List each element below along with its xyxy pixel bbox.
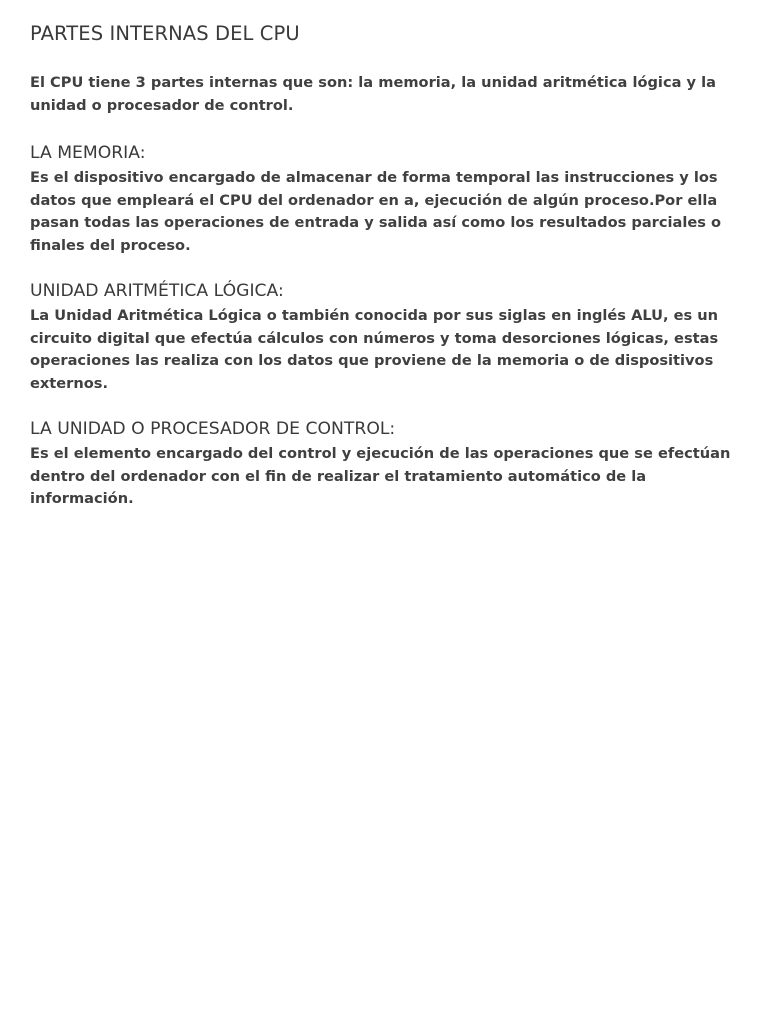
section-body-control: Es el elemento encargado del control y ejecución de las operaciones que se efectúan dentro del ordenador con el fin de realizar el tratamiento automático de la información. [30,445,731,507]
section-body-memoria: Es el dispositivo encargado de almacenar de forma temporal las instrucciones y los datos que empleará el CPU del ordenador en a, ejecución de algún proceso.Por ella pasan todas las operaciones de entrada y salida así como los resultados parciales o finales del proceso. [30,169,722,254]
section-control [30,417,738,511]
intro-paragraph: El CPU tiene 3 partes internas que son: la memoria, la unidad aritmética lógica y la unidad o procesador de control. [30,74,716,114]
page-title: PARTES INTERNAS DEL CPU [30,22,300,45]
section-heading-alu: UNIDAD ARITMÉTICA LÓGICA: [30,281,284,301]
section-body-alu: La Unidad Aritmética Lógica o también conocida por sus siglas en inglés ALU, es un circuito digital que efectúa cálculos con números y toma desorciones lógicas, estas operaciones las realiza con los datos que proviene de la memoria o de dispositivos externos. [30,307,719,392]
section-memoria [30,141,738,257]
section-heading-control: LA UNIDAD O PROCESADOR DE CONTROL: [30,419,396,439]
section-heading-memoria: LA MEMORIA: [30,143,146,163]
document [0,0,768,511]
section-alu [30,279,738,395]
